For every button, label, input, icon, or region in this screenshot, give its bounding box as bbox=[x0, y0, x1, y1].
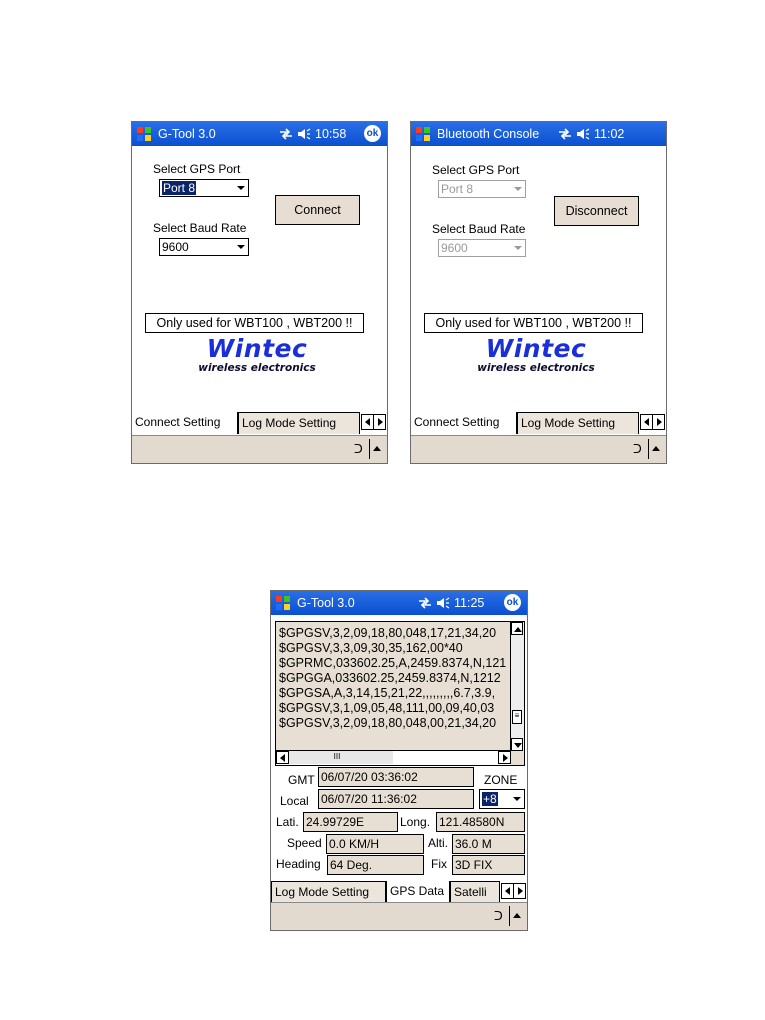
nmea-line: $GPGSV,3,2,09,18,80,048,00,21,34,20 bbox=[279, 716, 497, 730]
baud-rate-select[interactable] bbox=[159, 238, 249, 256]
wintec-logo bbox=[172, 336, 342, 374]
menu-bar bbox=[411, 435, 666, 463]
volume-icon[interactable] bbox=[436, 597, 450, 609]
screen-gps-data bbox=[270, 590, 528, 931]
longitude-field[interactable]: 121.48580N bbox=[436, 812, 525, 832]
nmea-console[interactable] bbox=[275, 621, 525, 766]
arrow-up-icon bbox=[514, 627, 522, 632]
tab-connect-setting[interactable]: Connect Setting bbox=[132, 412, 238, 434]
tab-log-mode-setting[interactable]: Log Mode Setting bbox=[517, 412, 639, 434]
keyboard-icon[interactable]: ᑐ bbox=[494, 909, 503, 923]
zone-select[interactable] bbox=[479, 789, 525, 809]
connect-button[interactable]: Connect bbox=[275, 195, 360, 225]
scroll-up-button[interactable] bbox=[511, 622, 523, 635]
sip-up-icon[interactable] bbox=[652, 446, 660, 451]
zone-label: ZONE bbox=[484, 773, 518, 787]
arrow-right-icon bbox=[503, 754, 508, 762]
local-field[interactable]: 06/07/20 11:36:02 bbox=[318, 789, 474, 809]
tab-connect-setting[interactable]: Connect Setting bbox=[411, 412, 517, 434]
chevron-down-icon bbox=[237, 186, 245, 190]
tab-bar bbox=[411, 412, 666, 434]
logo-brand: Wintec bbox=[485, 334, 587, 363]
screen-gtool-connect bbox=[131, 121, 388, 464]
gps-port-value: Port 8 bbox=[163, 181, 196, 195]
screen-bluetooth-console bbox=[410, 121, 667, 464]
chevron-down-icon bbox=[514, 187, 522, 191]
disconnect-button[interactable]: Disconnect bbox=[554, 196, 639, 226]
gps-port-select[interactable] bbox=[438, 180, 526, 198]
title-bar bbox=[411, 122, 666, 146]
scroll-down-button[interactable] bbox=[511, 738, 523, 751]
latitude-field[interactable]: 24.99729E bbox=[303, 812, 398, 832]
nmea-line: $GPGGA,033602.25,2459.8374,N,1212 bbox=[279, 671, 501, 685]
arrow-left-icon bbox=[505, 887, 510, 895]
speed-label: Speed bbox=[287, 836, 322, 850]
tab-bar bbox=[271, 881, 527, 903]
connectivity-icon[interactable] bbox=[279, 128, 293, 140]
logo-subtitle: wireless electronics bbox=[198, 362, 316, 374]
altitude-label: Alti. bbox=[428, 836, 449, 850]
menu-bar bbox=[271, 902, 527, 930]
chevron-down-icon bbox=[513, 797, 521, 801]
menu-separator bbox=[648, 439, 649, 459]
nmea-line: $GPGSV,3,1,09,05,48,111,00,09,40,03 bbox=[279, 701, 495, 715]
wintec-logo bbox=[451, 336, 621, 374]
vertical-scroll-thumb[interactable]: ≡ bbox=[512, 710, 522, 724]
chevron-down-icon bbox=[514, 246, 522, 250]
clock: 11:25 bbox=[454, 596, 485, 610]
arrow-right-icon bbox=[378, 418, 383, 426]
connectivity-icon[interactable] bbox=[558, 128, 572, 140]
windows-start-icon[interactable] bbox=[136, 126, 152, 142]
arrow-left-icon bbox=[365, 418, 370, 426]
keyboard-icon[interactable]: ᑐ bbox=[633, 442, 642, 456]
logo-brand: Wintec bbox=[206, 334, 308, 363]
sip-up-icon[interactable] bbox=[373, 446, 381, 451]
nmea-line: $GPGSV,3,3,09,30,35,162,00*40 bbox=[279, 641, 463, 655]
nmea-line: $GPGSA,A,3,14,15,21,22,,,,,,,,,6.7,3.9, bbox=[279, 686, 496, 700]
nmea-lines bbox=[279, 626, 506, 731]
connectivity-icon[interactable] bbox=[418, 597, 432, 609]
windows-start-icon[interactable] bbox=[275, 595, 291, 611]
ok-button[interactable]: ok bbox=[364, 125, 381, 142]
volume-icon[interactable] bbox=[576, 128, 590, 140]
tab-log-mode-setting[interactable]: Log Mode Setting bbox=[271, 881, 386, 903]
tab-log-mode-setting[interactable]: Log Mode Setting bbox=[238, 412, 360, 434]
sip-up-icon[interactable] bbox=[513, 913, 521, 918]
baud-rate-value: 9600 bbox=[162, 240, 189, 254]
arrow-right-icon bbox=[518, 887, 523, 895]
title-bar bbox=[271, 591, 527, 615]
arrow-left-icon bbox=[280, 754, 285, 762]
heading-label: Heading bbox=[276, 857, 321, 871]
fix-field[interactable]: 3D FIX bbox=[452, 855, 525, 875]
latitude-label: Lati. bbox=[276, 815, 299, 829]
baud-rate-label: Select Baud Rate bbox=[153, 221, 247, 235]
arrow-right-icon bbox=[657, 418, 662, 426]
title-bar bbox=[132, 122, 387, 146]
gps-port-label: Select GPS Port bbox=[153, 162, 241, 176]
baud-rate-select[interactable] bbox=[438, 239, 526, 257]
gmt-field[interactable]: 06/07/20 03:36:02 bbox=[318, 767, 474, 787]
gps-port-label: Select GPS Port bbox=[432, 163, 520, 177]
clock: 11:02 bbox=[594, 127, 625, 141]
nmea-line: $GPGSV,3,2,09,18,80,048,17,21,34,20 bbox=[279, 626, 497, 640]
horizontal-scrollbar[interactable] bbox=[276, 750, 511, 765]
gps-port-select[interactable] bbox=[159, 179, 249, 197]
volume-icon[interactable] bbox=[297, 128, 311, 140]
keyboard-icon[interactable]: ᑐ bbox=[354, 442, 363, 456]
menu-bar bbox=[132, 435, 387, 463]
horizontal-scroll-thumb[interactable]: III bbox=[333, 752, 341, 761]
heading-field[interactable]: 64 Deg. bbox=[327, 855, 424, 875]
arrow-left-icon bbox=[644, 418, 649, 426]
logo-subtitle: wireless electronics bbox=[477, 362, 595, 374]
scroll-left-button[interactable] bbox=[276, 751, 289, 764]
menu-separator bbox=[509, 906, 510, 926]
altitude-field[interactable]: 36.0 M bbox=[452, 834, 525, 854]
fix-label: Fix bbox=[431, 857, 447, 871]
longitude-label: Long. bbox=[400, 815, 431, 829]
app-title: Bluetooth Console bbox=[437, 127, 540, 141]
scroll-right-button[interactable] bbox=[498, 751, 511, 764]
tab-scroll-right[interactable] bbox=[373, 414, 386, 430]
tab-bar bbox=[132, 412, 387, 434]
app-title: G-Tool 3.0 bbox=[297, 596, 355, 610]
tab-gps-data[interactable]: GPS Data bbox=[386, 881, 450, 903]
menu-separator bbox=[369, 439, 370, 459]
tab-satellite[interactable]: Satelli bbox=[450, 881, 500, 903]
nmea-line: $GPRMC,033602.25,A,2459.8374,N,121 bbox=[279, 656, 507, 670]
clock: 10:58 bbox=[315, 127, 347, 141]
baud-rate-value: 9600 bbox=[441, 241, 468, 255]
local-label: Local bbox=[280, 794, 309, 808]
device-note: Only used for WBT100 , WBT200 !! bbox=[145, 313, 364, 333]
app-title: G-Tool 3.0 bbox=[158, 127, 216, 141]
ok-button[interactable]: ok bbox=[504, 594, 521, 611]
gps-port-value: Port 8 bbox=[441, 182, 474, 196]
chevron-down-icon bbox=[237, 245, 245, 249]
windows-start-icon[interactable] bbox=[415, 126, 431, 142]
device-note: Only used for WBT100 , WBT200 !! bbox=[424, 313, 643, 333]
tab-scroll-right[interactable] bbox=[513, 883, 526, 899]
zone-value: +8 bbox=[483, 792, 497, 806]
baud-rate-label: Select Baud Rate bbox=[432, 222, 526, 236]
vertical-scrollbar[interactable] bbox=[510, 622, 524, 751]
arrow-down-icon bbox=[514, 743, 522, 748]
gmt-label: GMT bbox=[288, 773, 315, 787]
tab-scroll-right[interactable] bbox=[652, 414, 665, 430]
speed-field[interactable]: 0.0 KM/H bbox=[326, 834, 424, 854]
